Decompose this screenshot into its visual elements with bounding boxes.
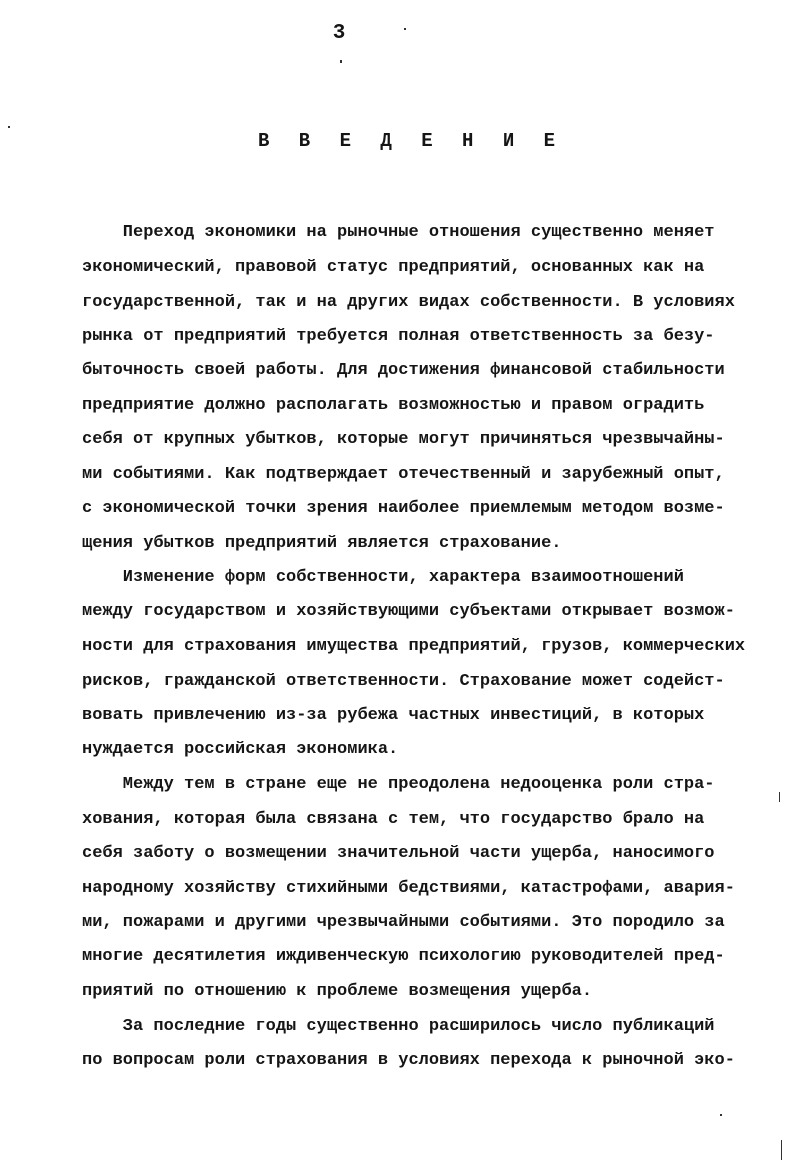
text-line: себя заботу о возмещении значительной части ущерба, наносимого [82,844,715,863]
document-title: В В Е Д Е Н И Е [258,130,565,152]
text-line: многие десятилетия иждивенческую психологию руководителей пред- [82,947,725,966]
scan-speck [8,126,10,128]
text-line: себя от крупных убытков, которые могут причиняться чрезвычайны- [82,430,725,449]
text-line: Между тем в стране еще не преодолена недооценка роли стра- [82,775,715,794]
text-line: предприятие должно располагать возможностью и правом оградить [82,396,705,415]
scan-speck [404,28,406,30]
scan-speck [779,792,780,802]
text-line: рисков, гражданской ответственности. Страхование может содейст- [82,672,725,691]
text-line: щения убытков предприятий является страхование. [82,534,562,553]
text-line: Переход экономики на рыночные отношения существенно меняет [82,223,715,242]
text-line: экономический, правовой статус предприятий, основанных как на [82,258,705,277]
text-line: приятий по отношению к проблеме возмещения ущерба. [82,982,593,1001]
text-line: Изменение форм собственности, характера взаимоотношений [82,568,684,587]
text-line: нуждается российская экономика. [82,740,399,759]
text-line: с экономической точки зрения наиболее приемлемым методом возме- [82,499,725,518]
scan-speck [340,60,342,63]
text-line: вовать привлечению из-за рубежа частных инвестиций, в которых [82,706,705,725]
text-line: быточность своей работы. Для достижения финансовой стабильности [82,361,725,380]
text-line: ности для страхования имущества предприятий, грузов, коммерческих [82,637,746,656]
text-line: между государством и хозяйствующими субъектами открывает возмож- [82,602,735,621]
text-line: рынка от предприятий требуется полная ответственность за безу- [82,327,715,346]
page-number: 3 [332,22,346,45]
text-line: хования, которая была связана с тем, что государство брало на [82,810,705,829]
scan-speck [720,1114,722,1116]
text-line: по вопросам роли страхования в условиях перехода к рыночной эко- [82,1051,735,1070]
scan-speck [781,1140,782,1160]
text-line: ми, пожарами и другими чрезвычайными событиями. Это породило за [82,913,725,932]
text-line: За последние годы существенно расширилось число публикаций [82,1017,715,1036]
text-line: ми событиями. Как подтверждает отечественный и зарубежный опыт, [82,465,725,484]
text-line: народному хозяйству стихийными бедствиями, катастрофами, авария- [82,879,735,898]
text-line: государственной, так и на других видах собственности. В условиях [82,293,735,312]
